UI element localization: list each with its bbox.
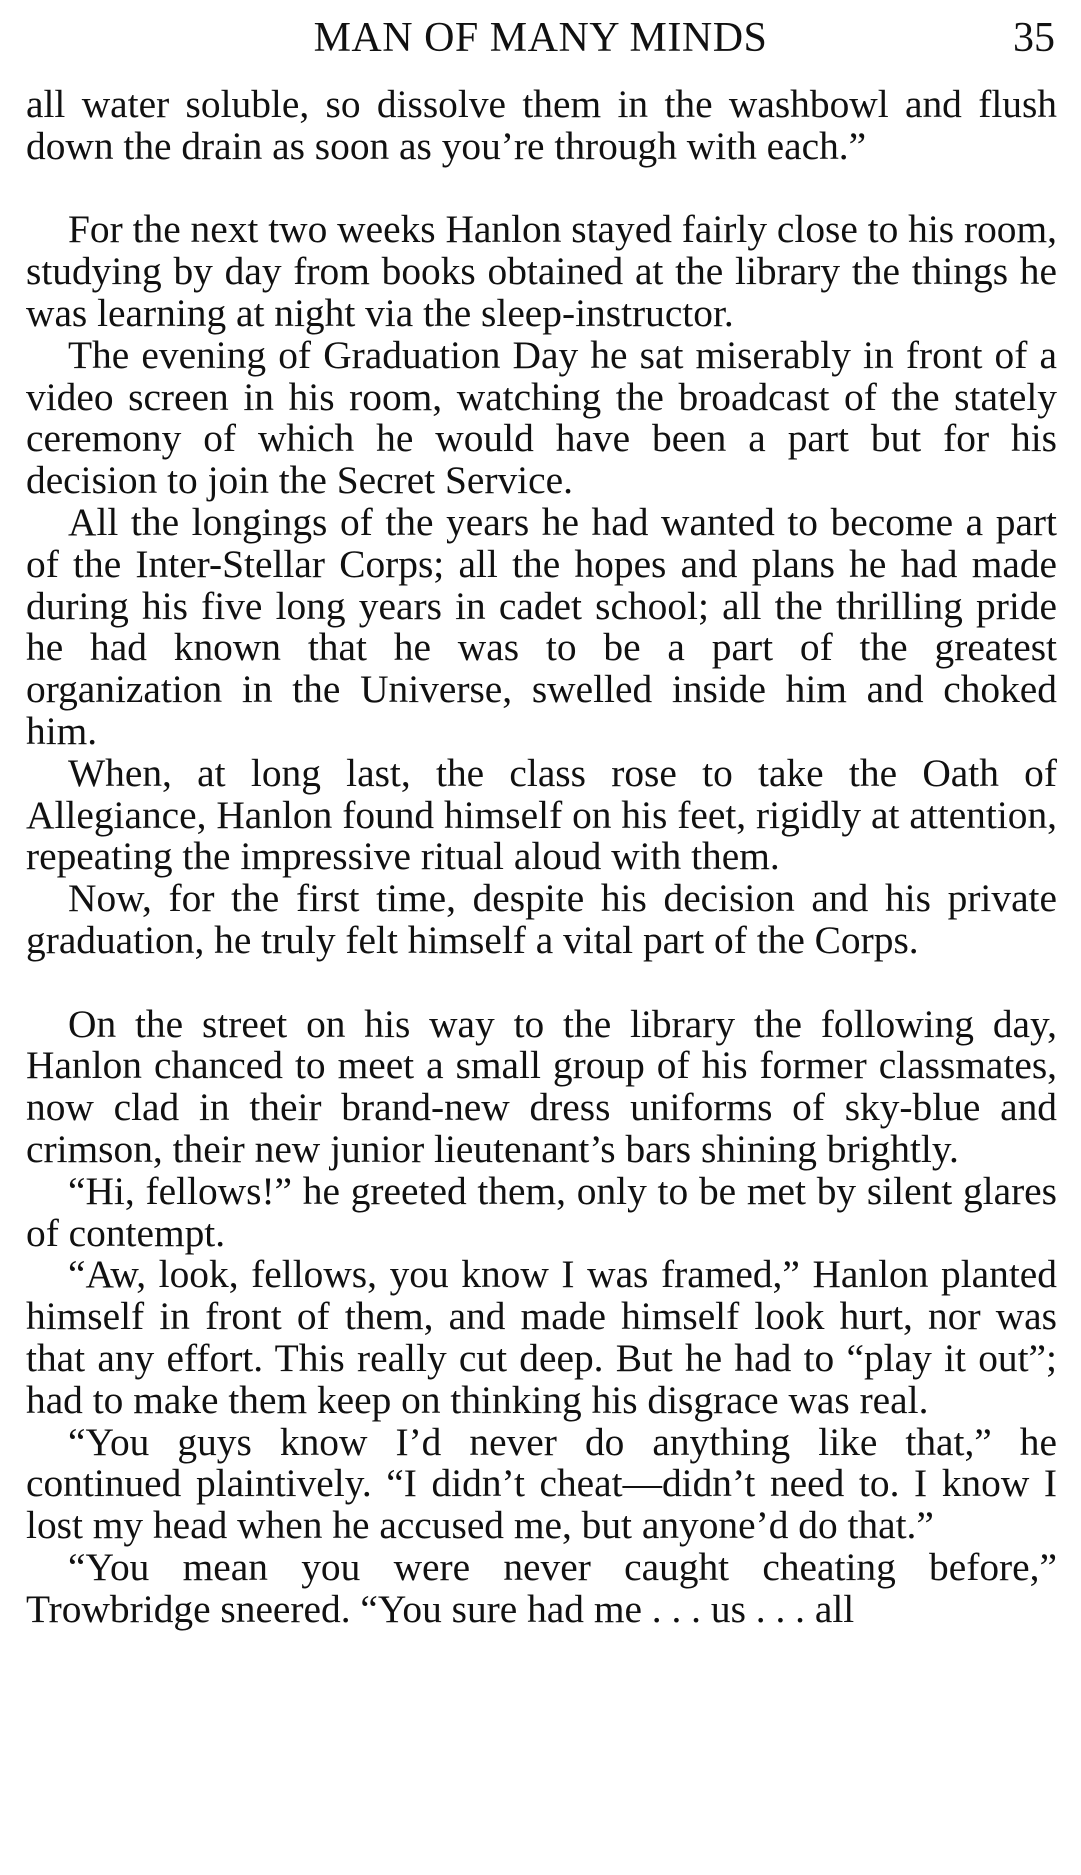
page-header xyxy=(0,14,1081,64)
section-break xyxy=(26,962,1057,1004)
body-text xyxy=(26,84,1057,1630)
paragraph: All the longings of the years he had wanted to become a part of the Inter-Stellar Corps; all the hopes and plans he had made during his five long years in cadet school; all the thrilling pride he had known that he was to be a part of the greatest organization in the Universe, swelled inside him and choked him. xyxy=(26,499,1057,753)
paragraph: For the next two weeks Hanlon stayed fairly close to his room, studying by day from books obtained at the library the things he was learning at night via the sleep-instructor. xyxy=(26,207,1057,335)
paragraph: On the street on his way to the library the following day, Hanlon chanced to meet a small group of his former classmates, now clad in their brand-new dress uniforms of sky-blue and crimson, their new junior lieutenant’s bars shining brightly. xyxy=(26,1001,1057,1171)
page-number: 35 xyxy=(1013,15,1055,61)
paragraph: When, at long last, the class rose to take the Oath of Allegiance, Hanlon found himself on his feet, rigidly at attention, repeating the impressive ritual aloud with them. xyxy=(26,750,1057,879)
paragraph: Now, for the first time, despite his decision and his private graduation, he truly felt himself a vital part of the Corps. xyxy=(26,876,1057,962)
paragraph: The evening of Graduation Day he sat miserably in front of a video screen in his room, watching the broadcast of the stately ceremony of which he would have been a part but for his decision to join the Secret Service. xyxy=(26,332,1057,503)
paragraph: “You mean you were never caught cheating before,” Trowbridge sneered. “You sure had me . . . us . . . all xyxy=(26,1544,1057,1631)
paragraph: “You guys know I’d never do anything like that,” he continued plaintively. “I didn’t cheat—didn’t need to. I know I lost my head when he accused me, but anyone’d do that.” xyxy=(26,1419,1057,1548)
paragraph: “Aw, look, fellows, you know I was framed,” Hanlon planted himself in front of them, and made himself look hurt, nor was that any effort. This really cut deep. But he had to “play it out”; had to make them keep on thinking his disgrace was real. xyxy=(26,1252,1057,1422)
running-title: MAN OF MANY MINDS xyxy=(313,15,768,61)
section-break xyxy=(26,168,1057,210)
paragraph: “Hi, fellows!” he greeted them, only to be met by silent glares of contempt. xyxy=(26,1168,1057,1255)
paragraph-continued: all water soluble, so dissolve them in the washbowl and flush down the drain as soon as you’re through with each.” xyxy=(26,82,1057,168)
